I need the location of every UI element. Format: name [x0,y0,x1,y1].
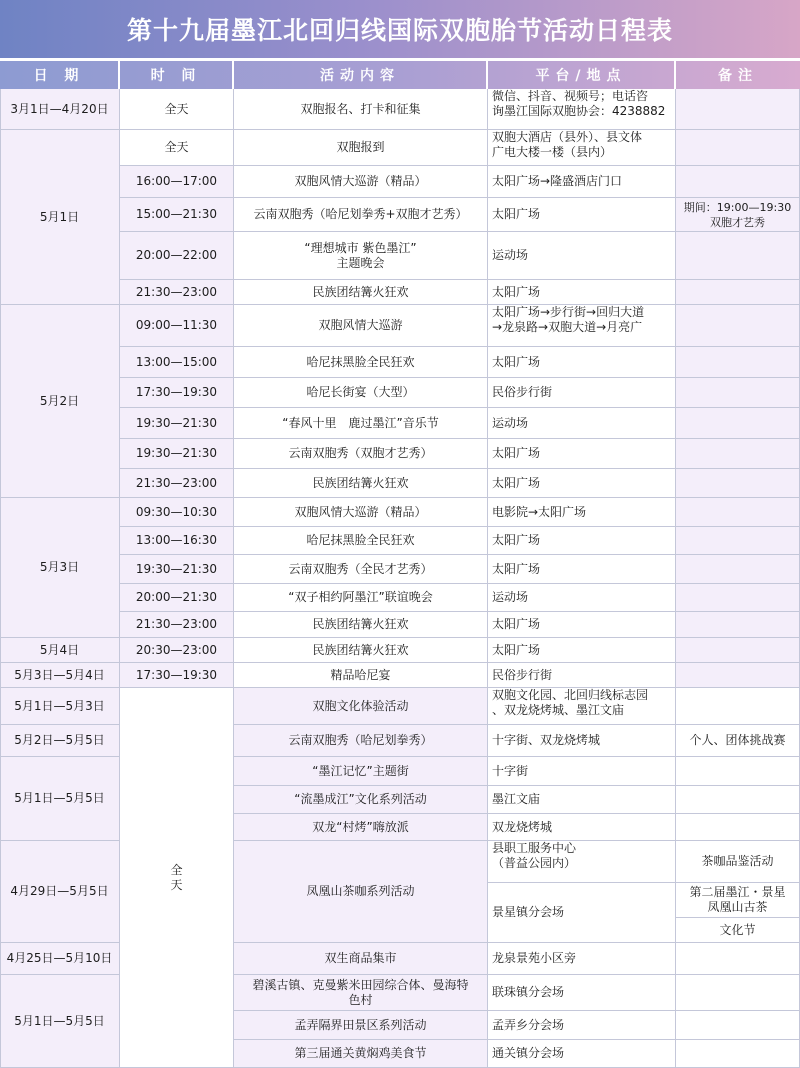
time-cell: 13:00—16:30 [120,527,234,555]
content-cell: 哈尼长街宴（大型） [234,378,488,408]
content-line: 色村 [348,992,373,1007]
content-cell: 哈尼抹黑脸全民狂欢 [234,347,488,378]
time-all-day-char-2: 天 [170,877,183,892]
platform-cell: 联珠镇分会场 [488,975,676,1011]
platform-line: →龙泉路→双胞大道→月亮广 [492,320,643,334]
content-cell [234,232,488,280]
date-cell: 5月1日—5月5日 [0,757,120,841]
time-cell-all-day [120,688,234,1068]
content-cell: 云南双胞秀（哈尼划拳秀+双胞才艺秀） [234,198,488,232]
platform-cell: 十字街、双龙烧烤城 [488,725,676,757]
date-cell: 4月29日—5月5日 [0,841,120,943]
time-cell: 17:30—19:30 [120,663,234,688]
platform-cell: 太阳广场 [488,198,676,232]
content-cell: 民族团结篝火狂欢 [234,280,488,305]
platform-line: 太阳广场→步行街→回归大道 [492,305,645,319]
platform-line: 广电大楼一楼（县内） [492,145,613,159]
platform-line: 双胞大酒店（县外）、县文体 [492,130,643,144]
platform-cell: 十字街 [488,757,676,786]
note-cell: 个人、团体挑战赛 [676,725,800,757]
time-cell: 19:30—21:30 [120,439,234,469]
content-cell: 凤凰山茶咖系列活动 [234,841,488,943]
time-all-day-char-1: 全 [170,862,183,877]
date-cell: 5月3日 [0,498,120,638]
note-cell [676,305,800,347]
content-cell: 双龙“村烤”嗨放派 [234,814,488,841]
platform-line: 县职工服务中心 [492,841,577,855]
note-cell: 文化节 [676,918,800,943]
note-line: 双胞才艺秀 [710,215,765,229]
platform-cell: 民俗步行街 [488,378,676,408]
note-cell [676,347,800,378]
note-line: 凤凰山古茶 [707,900,768,914]
note-cell [676,439,800,469]
header-content: 活动内容 [234,61,488,89]
platform-cell: 运动场 [488,232,676,280]
platform-line: 双胞文化园、北回归线标志园 [492,688,649,702]
content-line: 主题晚会 [336,255,385,270]
content-cell: 哈尼抹黑脸全民狂欢 [234,527,488,555]
content-cell: 双胞文化体验活动 [234,688,488,725]
time-cell: 15:00—21:30 [120,198,234,232]
time-cell: 20:00—21:30 [120,584,234,612]
platform-cell: 通关镇分会场 [488,1040,676,1068]
platform-line: 询墨江国际双胞协会：4238882 [492,104,666,118]
note-cell [676,198,800,232]
page-title: 第十九届墨江北回归线国际双胞胎节活动日程表 [126,16,673,45]
note-cell [676,527,800,555]
note-cell [676,638,800,663]
header-date: 日 期 [0,61,120,89]
content-cell: 第三届通关黄焖鸡美食节 [234,1040,488,1068]
time-cell: 19:30—21:30 [120,408,234,439]
platform-cell: 运动场 [488,408,676,439]
platform-line: 微信、抖音、视频号；电话咨 [492,89,649,103]
note-cell [676,469,800,498]
platform-cell [488,841,676,883]
content-cell: 双胞报名、打卡和征集 [234,89,488,130]
note-line: 第二届墨江・景星 [689,885,786,899]
time-cell: 19:30—21:30 [120,555,234,584]
note-cell [676,408,800,439]
note-cell [676,1011,800,1040]
platform-cell: 景星镇分会场 [488,883,676,943]
content-cell: 双胞报到 [234,130,488,166]
content-cell: 双胞风情大巡游 [234,305,488,347]
platform-cell: 太阳广场 [488,555,676,584]
platform-cell: 太阳广场 [488,347,676,378]
content-cell: “墨江记忆”主题街 [234,757,488,786]
time-cell: 13:00—15:00 [120,347,234,378]
content-line: “理想城市 紫色墨江” [304,240,417,255]
platform-cell: 双龙烧烤城 [488,814,676,841]
content-cell: 民族团结篝火狂欢 [234,612,488,638]
note-cell [676,814,800,841]
date-cell: 5月1日 [0,130,120,305]
content-cell: 民族团结篝火狂欢 [234,469,488,498]
note-cell [676,883,800,918]
platform-cell: 太阳广场→隆盛酒店门口 [488,166,676,198]
time-cell: 21:30—23:00 [120,280,234,305]
note-cell [676,166,800,198]
platform-cell [488,305,676,347]
content-cell: 孟弄隔界田景区系列活动 [234,1011,488,1040]
platform-cell: 电影院→太阳广场 [488,498,676,527]
note-cell [676,130,800,166]
date-cell: 5月1日—5月5日 [0,975,120,1068]
note-cell [676,1040,800,1068]
time-cell: 21:30—23:00 [120,469,234,498]
date-cell: 4月25日—5月10日 [0,943,120,975]
note-cell [676,584,800,612]
note-cell [676,89,800,130]
date-cell: 5月4日 [0,638,120,663]
platform-cell: 龙泉景苑小区旁 [488,943,676,975]
time-cell: 全天 [120,89,234,130]
time-cell: 全天 [120,130,234,166]
platform-cell: 运动场 [488,584,676,612]
note-cell [676,943,800,975]
platform-cell [488,130,676,166]
platform-line: 、双龙烧烤城、墨江文庙 [492,703,625,717]
content-cell: 民族团结篝火狂欢 [234,638,488,663]
platform-cell: 太阳广场 [488,439,676,469]
platform-cell: 民俗步行街 [488,663,676,688]
content-cell: 双胞风情大巡游（精品） [234,166,488,198]
platform-cell: 太阳广场 [488,638,676,663]
time-cell: 20:30—23:00 [120,638,234,663]
note-cell [676,663,800,688]
time-cell: 09:30—10:30 [120,498,234,527]
content-cell: 双生商品集市 [234,943,488,975]
platform-cell: 太阳广场 [488,527,676,555]
header-platform: 平台/地点 [488,61,676,89]
time-cell: 20:00—22:00 [120,232,234,280]
note-cell [676,555,800,584]
platform-line: （普益公园内） [492,856,577,870]
content-line: 碧溪古镇、克曼紫米田园综合体、曼海特 [252,977,469,992]
date-cell: 3月1日—4月20日 [0,89,120,130]
note-cell [676,378,800,408]
header-time: 时 间 [120,61,234,89]
header-note: 备注 [718,68,758,84]
content-cell: “流墨成江”文化系列活动 [234,786,488,814]
date-cell: 5月1日—5月3日 [0,688,120,725]
platform-cell: 孟弄乡分会场 [488,1011,676,1040]
content-cell: 双胞风情大巡游（精品） [234,498,488,527]
date-cell: 5月3日—5月4日 [0,663,120,688]
content-cell [234,975,488,1011]
content-cell: “双子相约阿墨江”联谊晚会 [234,584,488,612]
time-cell: 09:00—11:30 [120,305,234,347]
content-cell: 云南双胞秀（全民才艺秀） [234,555,488,584]
platform-cell: 墨江文庙 [488,786,676,814]
note-cell [676,757,800,786]
date-cell: 5月2日—5月5日 [0,725,120,757]
platform-cell: 太阳广场 [488,280,676,305]
platform-cell: 太阳广场 [488,469,676,498]
note-cell [676,612,800,638]
note-cell [676,688,800,725]
note-cell: 茶咖品鉴活动 [676,841,800,883]
time-cell: 21:30—23:00 [120,612,234,638]
platform-cell [488,688,676,725]
platform-cell: 太阳广场 [488,612,676,638]
content-cell: 云南双胞秀（双胞才艺秀） [234,439,488,469]
note-cell [676,498,800,527]
note-cell [676,280,800,305]
date-cell: 5月2日 [0,305,120,498]
time-cell: 16:00—17:00 [120,166,234,198]
note-cell [676,786,800,814]
platform-cell [488,89,676,130]
time-cell: 17:30—19:30 [120,378,234,408]
note-cell [676,232,800,280]
content-cell: 精品哈尼宴 [234,663,488,688]
note-cell [676,975,800,1011]
content-cell: “春风十里 鹿过墨江”音乐节 [234,408,488,439]
content-cell: 云南双胞秀（哈尼划拳秀） [234,725,488,757]
note-line: 期间：19:00—19:30 [683,200,792,214]
